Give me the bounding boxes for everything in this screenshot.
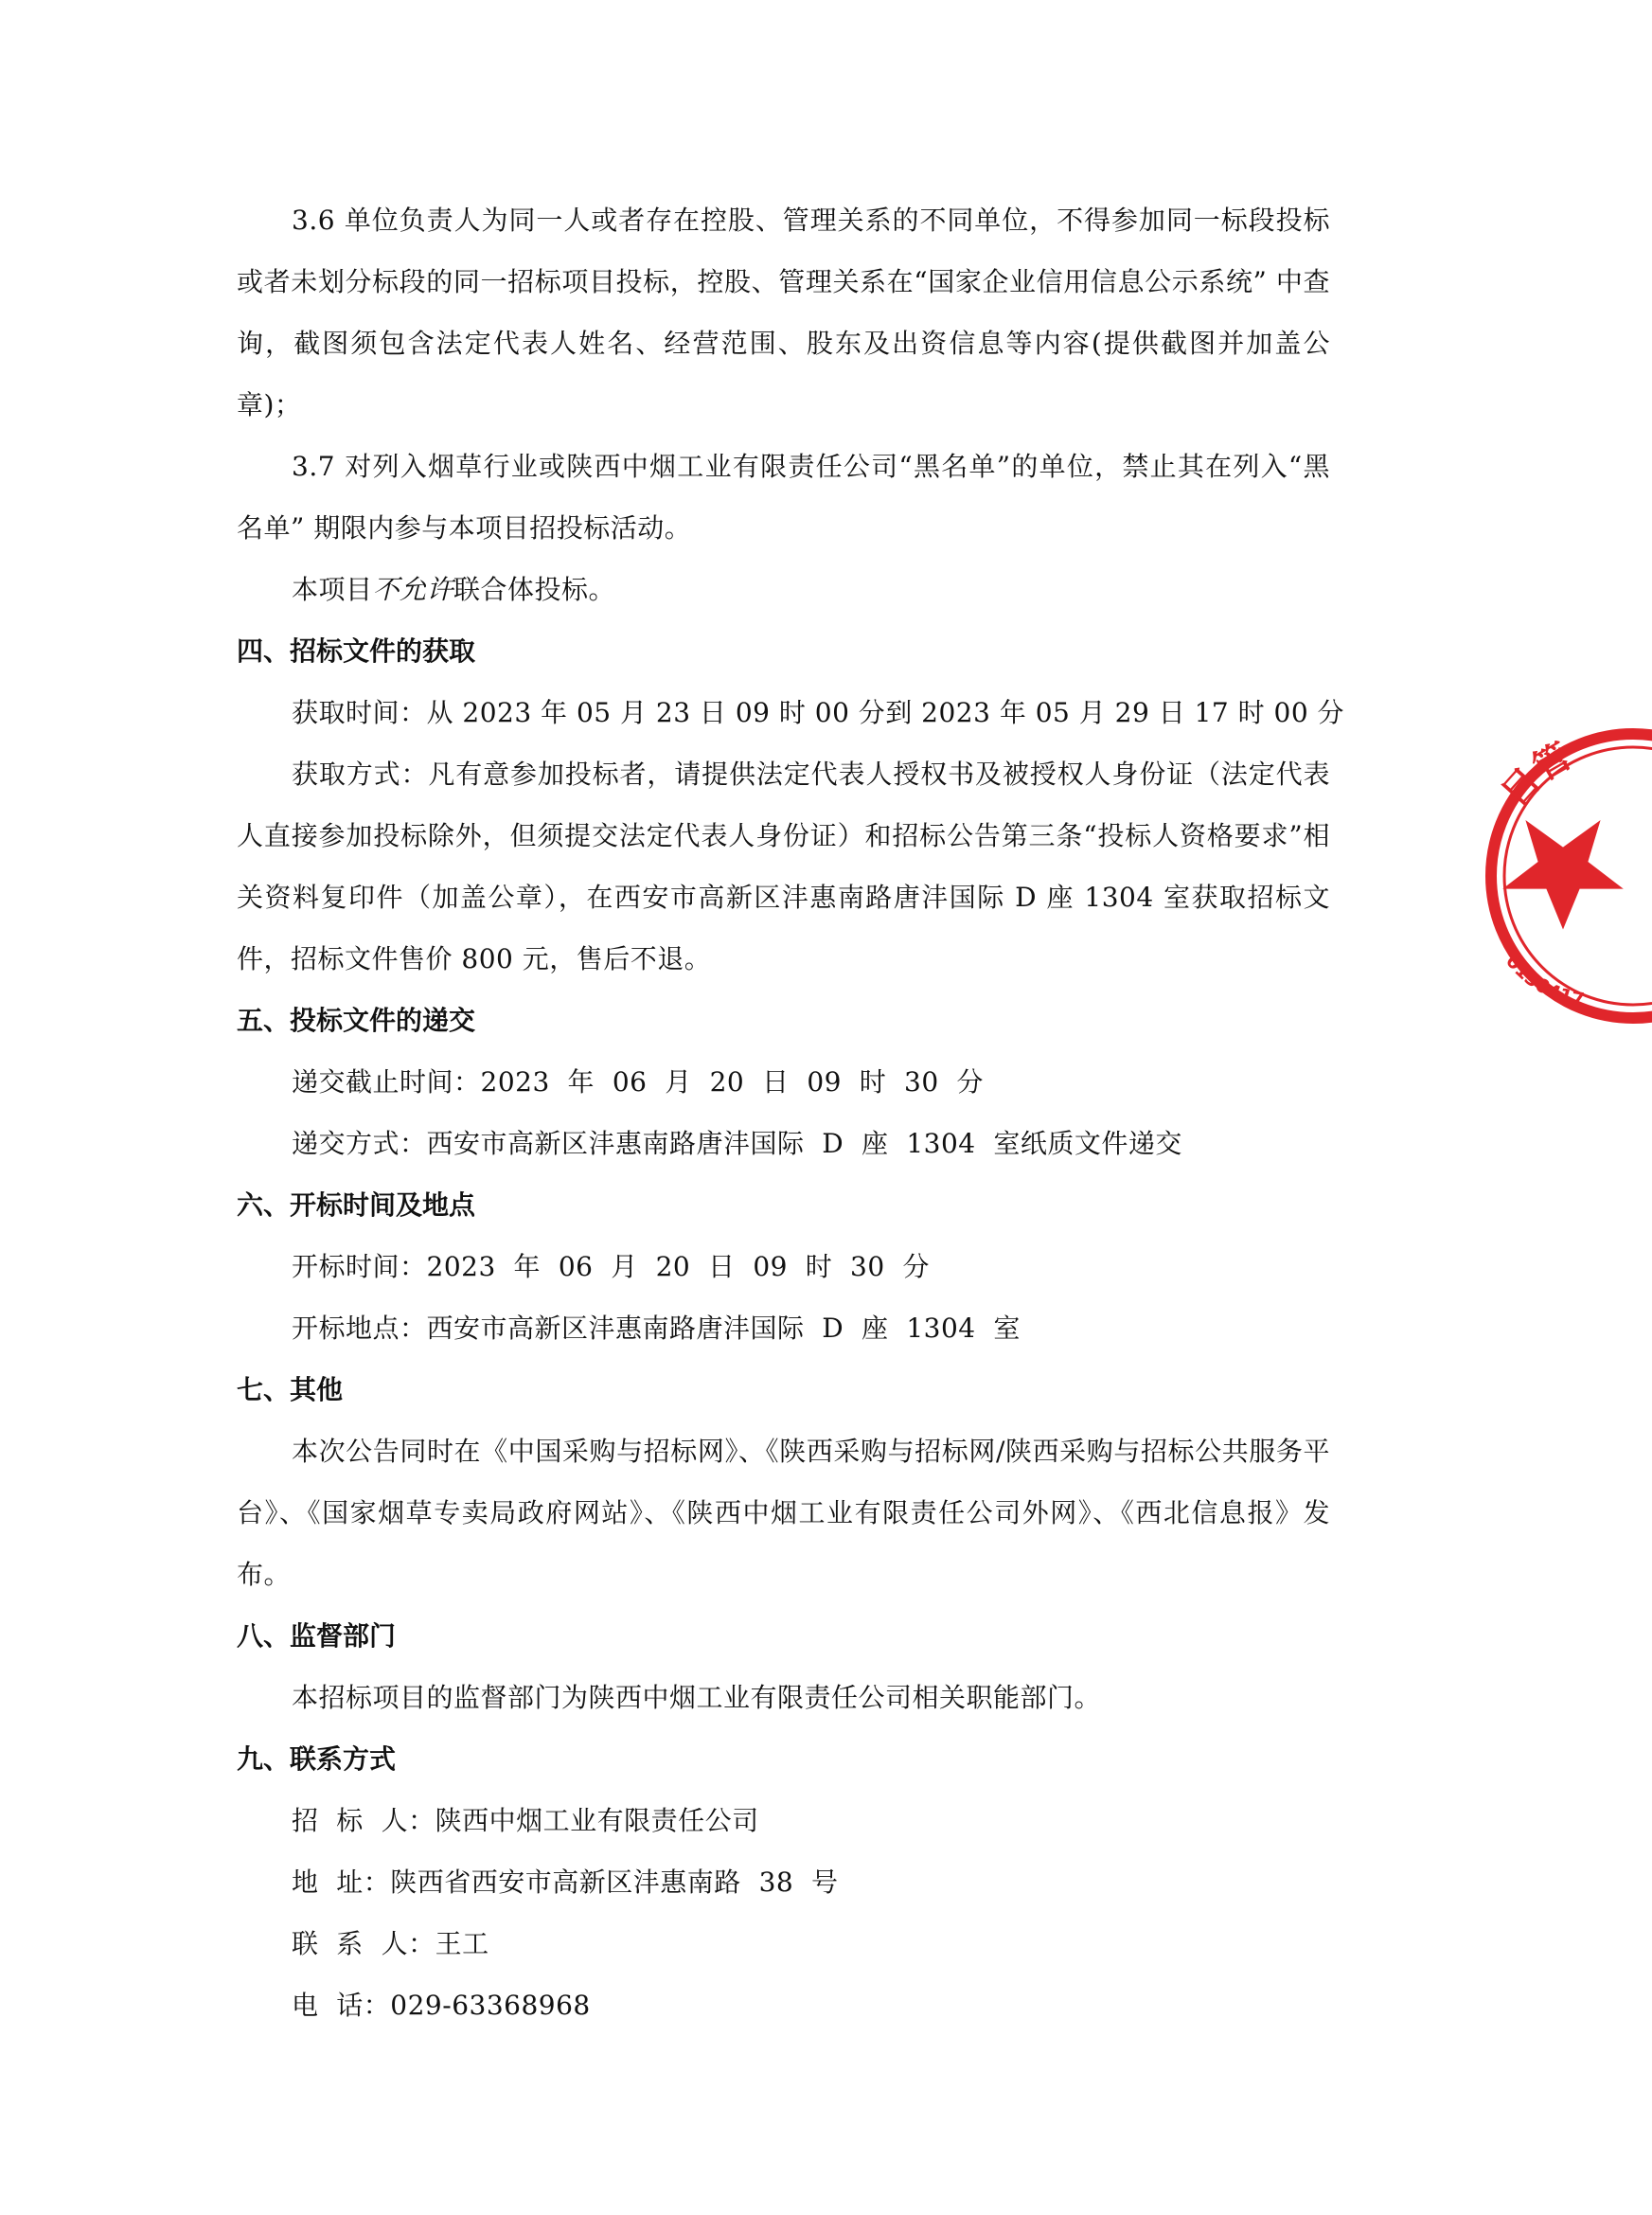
svg-text:0130417 <box>1501 950 1586 1011</box>
section-6-title: 六、开标时间及地点 <box>237 1189 476 1221</box>
submit-method: 递交方式：西安市高新区沣惠南路唐沣国际 D 座 1304 室纸质文件递交 <box>292 1128 1182 1159</box>
supervision-text: 本招标项目的监督部门为陕西中烟工业有限责任公司相关职能部门。 <box>292 1682 1102 1713</box>
submit-deadline: 递交截止时间：2023 年 06 月 20 日 09 时 30 分 <box>292 1066 984 1098</box>
acquire-time: 获取时间：从 2023 年 05 月 23 日 09 时 00 分到 2023 年 05 月 29 日 17 时 00 分 <box>292 697 1345 728</box>
clause-3-6: 3.6 单位负责人为同一人或者存在控股、管理关系的不同单位，不得参加同一标段投标或者未划分标段的同一招标项目投标，控股、管理关系在“国家企业信用信息公示系统” 中查询，截图须包含法定代表人姓名、经营范围、股东及出资信息等内容(提供截图并加盖公章)； <box>237 205 1330 420</box>
joint-bid-note <box>237 559 1330 620</box>
section-8-title: 八、监督部门 <box>237 1620 397 1652</box>
contact-phone: 电 话：029-63368968 <box>292 1990 591 2021</box>
opening-time: 开标时间：2023 年 06 月 20 日 09 时 30 分 <box>292 1251 930 1282</box>
section-9-title: 九、联系方式 <box>237 1743 397 1775</box>
contact-address: 地 址：陕西省西安市高新区沣惠南路 38 号 <box>292 1867 839 1898</box>
joint-suffix: 联合体投标。 <box>453 574 616 605</box>
section-4-title: 四、招标文件的获取 <box>237 635 476 667</box>
official-seal-icon <box>1482 720 1652 1032</box>
contact-person: 联 系 人：王工 <box>292 1928 489 1959</box>
clause-3-7: 3.7 对列入烟草行业或陕西中烟工业有限责任公司“黑名单”的单位，禁止其在列入“黑名单” 期限内参与本项目招投标活动。 <box>237 451 1330 544</box>
seal-bottom-text: 0130417 <box>1501 949 1587 1011</box>
acquire-method: 获取方式：凡有意参加投标者，请提供法定代表人授权书及被授权人身份证（法定代表人直接参加投标除外，但须提交法定代表人身份证）和招标公告第三条“投标人资格要求”相关资料复印件（加盖公章），在西安市高新区沣惠南路唐沣国际 D 座 1304 室获取招标文件，招标文件售价 800 元，售后不退。 <box>237 759 1330 974</box>
document-body <box>237 189 1345 2036</box>
section-5-title: 五、投标文件的递交 <box>237 1005 476 1036</box>
seal-top-text: 目管 <box>1493 735 1578 815</box>
section-7-title: 七、其他 <box>237 1374 344 1405</box>
publish-channels: 本次公告同时在《中国采购与招标网》、《陕西采购与招标网/陕西采购与招标公共服务平台》、《国家烟草专卖局政府网站》、《陕西中烟工业有限责任公司外网》、《西北信息报》发布。 <box>237 1436 1330 1590</box>
joint-italic: 不允许 <box>372 574 454 605</box>
joint-prefix: 本项目 <box>292 574 373 605</box>
contact-tenderer: 招 标 人：陕西中烟工业有限责任公司 <box>292 1805 759 1836</box>
opening-place: 开标地点：西安市高新区沣惠南路唐沣国际 D 座 1304 室 <box>292 1313 1021 1344</box>
